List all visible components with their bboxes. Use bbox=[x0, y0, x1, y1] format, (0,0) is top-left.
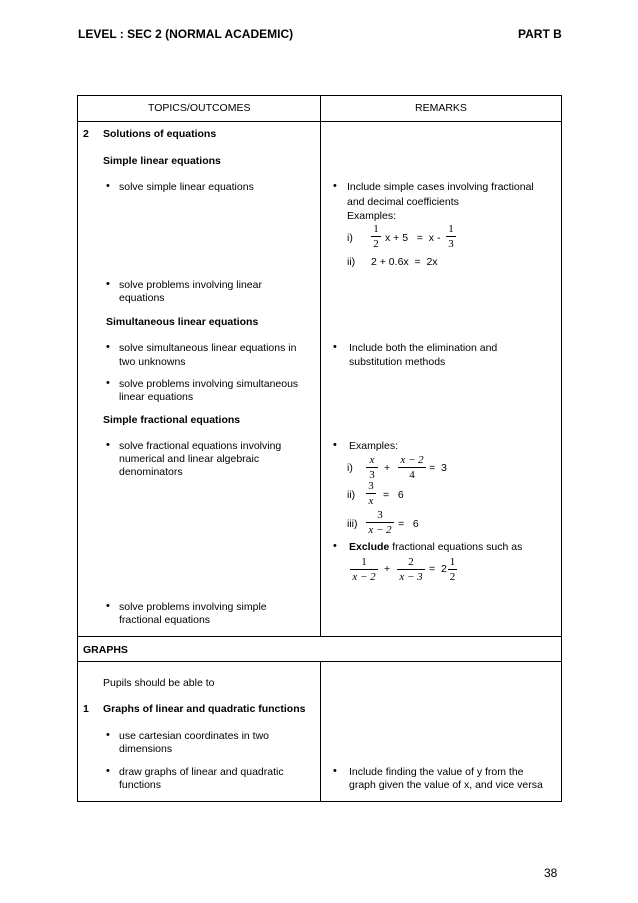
outcome-item: linear equations bbox=[119, 391, 194, 403]
remark-line: Include finding the value of y from the bbox=[349, 766, 524, 778]
page-number: 38 bbox=[544, 866, 558, 880]
outcome-item: dimensions bbox=[119, 743, 173, 755]
example-label: iii) bbox=[347, 518, 358, 530]
equation-text: = 6 bbox=[383, 489, 404, 501]
section-title: Solutions of equations bbox=[103, 128, 217, 140]
outcome-item: equations bbox=[119, 292, 165, 304]
outcome-item: solve problems involving simple bbox=[119, 601, 267, 613]
graphs-intro: Pupils should be able to bbox=[103, 677, 215, 689]
exclude-remark bbox=[349, 541, 522, 553]
fraction: 2 x − 3 bbox=[397, 556, 425, 583]
plus-sign: + bbox=[384, 563, 391, 575]
graphs-subtitle: Graphs of linear and quadratic functions bbox=[103, 703, 306, 715]
bullet-icon: • bbox=[333, 180, 337, 192]
outcome-item: solve simple linear equations bbox=[119, 181, 254, 193]
equation-text: = 3 bbox=[429, 462, 447, 474]
example-label: i) bbox=[347, 462, 353, 474]
bullet-icon: • bbox=[106, 180, 110, 192]
bullet-icon: • bbox=[106, 377, 110, 389]
outcome-item: solve problems involving simultaneous bbox=[119, 378, 299, 390]
fraction: 1 3 bbox=[446, 223, 456, 250]
example-label: ii) bbox=[347, 256, 356, 268]
outcome-item: use cartesian coordinates in two bbox=[119, 730, 269, 742]
fraction: 1 2 bbox=[449, 556, 456, 583]
section-number: 2 bbox=[83, 128, 89, 140]
outcome-item: fractional equations bbox=[119, 614, 211, 626]
bullet-icon: • bbox=[333, 765, 337, 777]
graphs-title: GRAPHS bbox=[83, 644, 128, 656]
examples-label: Examples: bbox=[349, 440, 399, 452]
subheading-simultaneous: Simultaneous linear equations bbox=[106, 316, 259, 328]
subheading-fractional: Simple fractional equations bbox=[103, 414, 241, 426]
fraction: 3 x − 2 bbox=[366, 509, 394, 536]
equation-text: 2 + 0.6x = 2x bbox=[371, 256, 438, 268]
outcome-item: two unknowns bbox=[119, 356, 186, 368]
bullet-icon: • bbox=[106, 765, 110, 777]
col-header-topics: TOPICS/OUTCOMES bbox=[148, 102, 251, 114]
subheading-simple-linear: Simple linear equations bbox=[103, 155, 221, 167]
remark-line: Include both the elimination and bbox=[349, 342, 498, 354]
bullet-icon: • bbox=[106, 278, 110, 290]
example-label: ii) bbox=[347, 489, 356, 501]
remark-line: substitution methods bbox=[349, 356, 446, 368]
outcome-item: functions bbox=[119, 779, 162, 791]
outcome-item: draw graphs of linear and quadratic bbox=[119, 766, 284, 778]
outcome-item: numerical and linear algebraic bbox=[119, 453, 260, 465]
bullet-icon: • bbox=[106, 600, 110, 612]
remark-line: graph given the value of x, and vice versa bbox=[349, 779, 543, 791]
equation-text: = 6 bbox=[398, 518, 419, 530]
remark-line: and decimal coefficients bbox=[347, 196, 459, 208]
part-header: PART B bbox=[518, 27, 562, 41]
bullet-icon: • bbox=[333, 341, 337, 353]
fraction: x 3 bbox=[366, 454, 378, 481]
bullet-icon: • bbox=[106, 439, 110, 451]
fraction: 1 x − 2 bbox=[350, 556, 378, 583]
graphs-number: 1 bbox=[83, 703, 89, 715]
outcome-item: solve fractional equations involving bbox=[119, 440, 282, 452]
fraction: 1 2 bbox=[371, 223, 381, 250]
fraction: 3 x bbox=[366, 480, 376, 507]
outcome-item: solve problems involving linear bbox=[119, 279, 262, 291]
level-header: LEVEL : SEC 2 (NORMAL ACADEMIC) bbox=[78, 27, 294, 41]
example-label: i) bbox=[347, 232, 353, 244]
equation-text: x + 5 = x - bbox=[385, 232, 441, 244]
exclude-text: fractional equations such as bbox=[389, 541, 523, 553]
fraction: x − 2 4 bbox=[398, 454, 426, 481]
outcome-item: solve simultaneous linear equations in bbox=[119, 342, 297, 354]
exclude-keyword: Exclude bbox=[349, 541, 390, 553]
plus-sign: + bbox=[384, 462, 391, 474]
bullet-icon: • bbox=[333, 540, 337, 552]
examples-label: Examples: bbox=[347, 210, 397, 222]
outcome-item: denominators bbox=[119, 466, 183, 478]
equation-text: = 2 bbox=[429, 563, 447, 575]
remark-line: Include simple cases involving fractional bbox=[347, 181, 534, 193]
col-header-remarks: REMARKS bbox=[415, 102, 467, 114]
bullet-icon: • bbox=[333, 439, 337, 451]
bullet-icon: • bbox=[106, 341, 110, 353]
bullet-icon: • bbox=[106, 729, 110, 741]
